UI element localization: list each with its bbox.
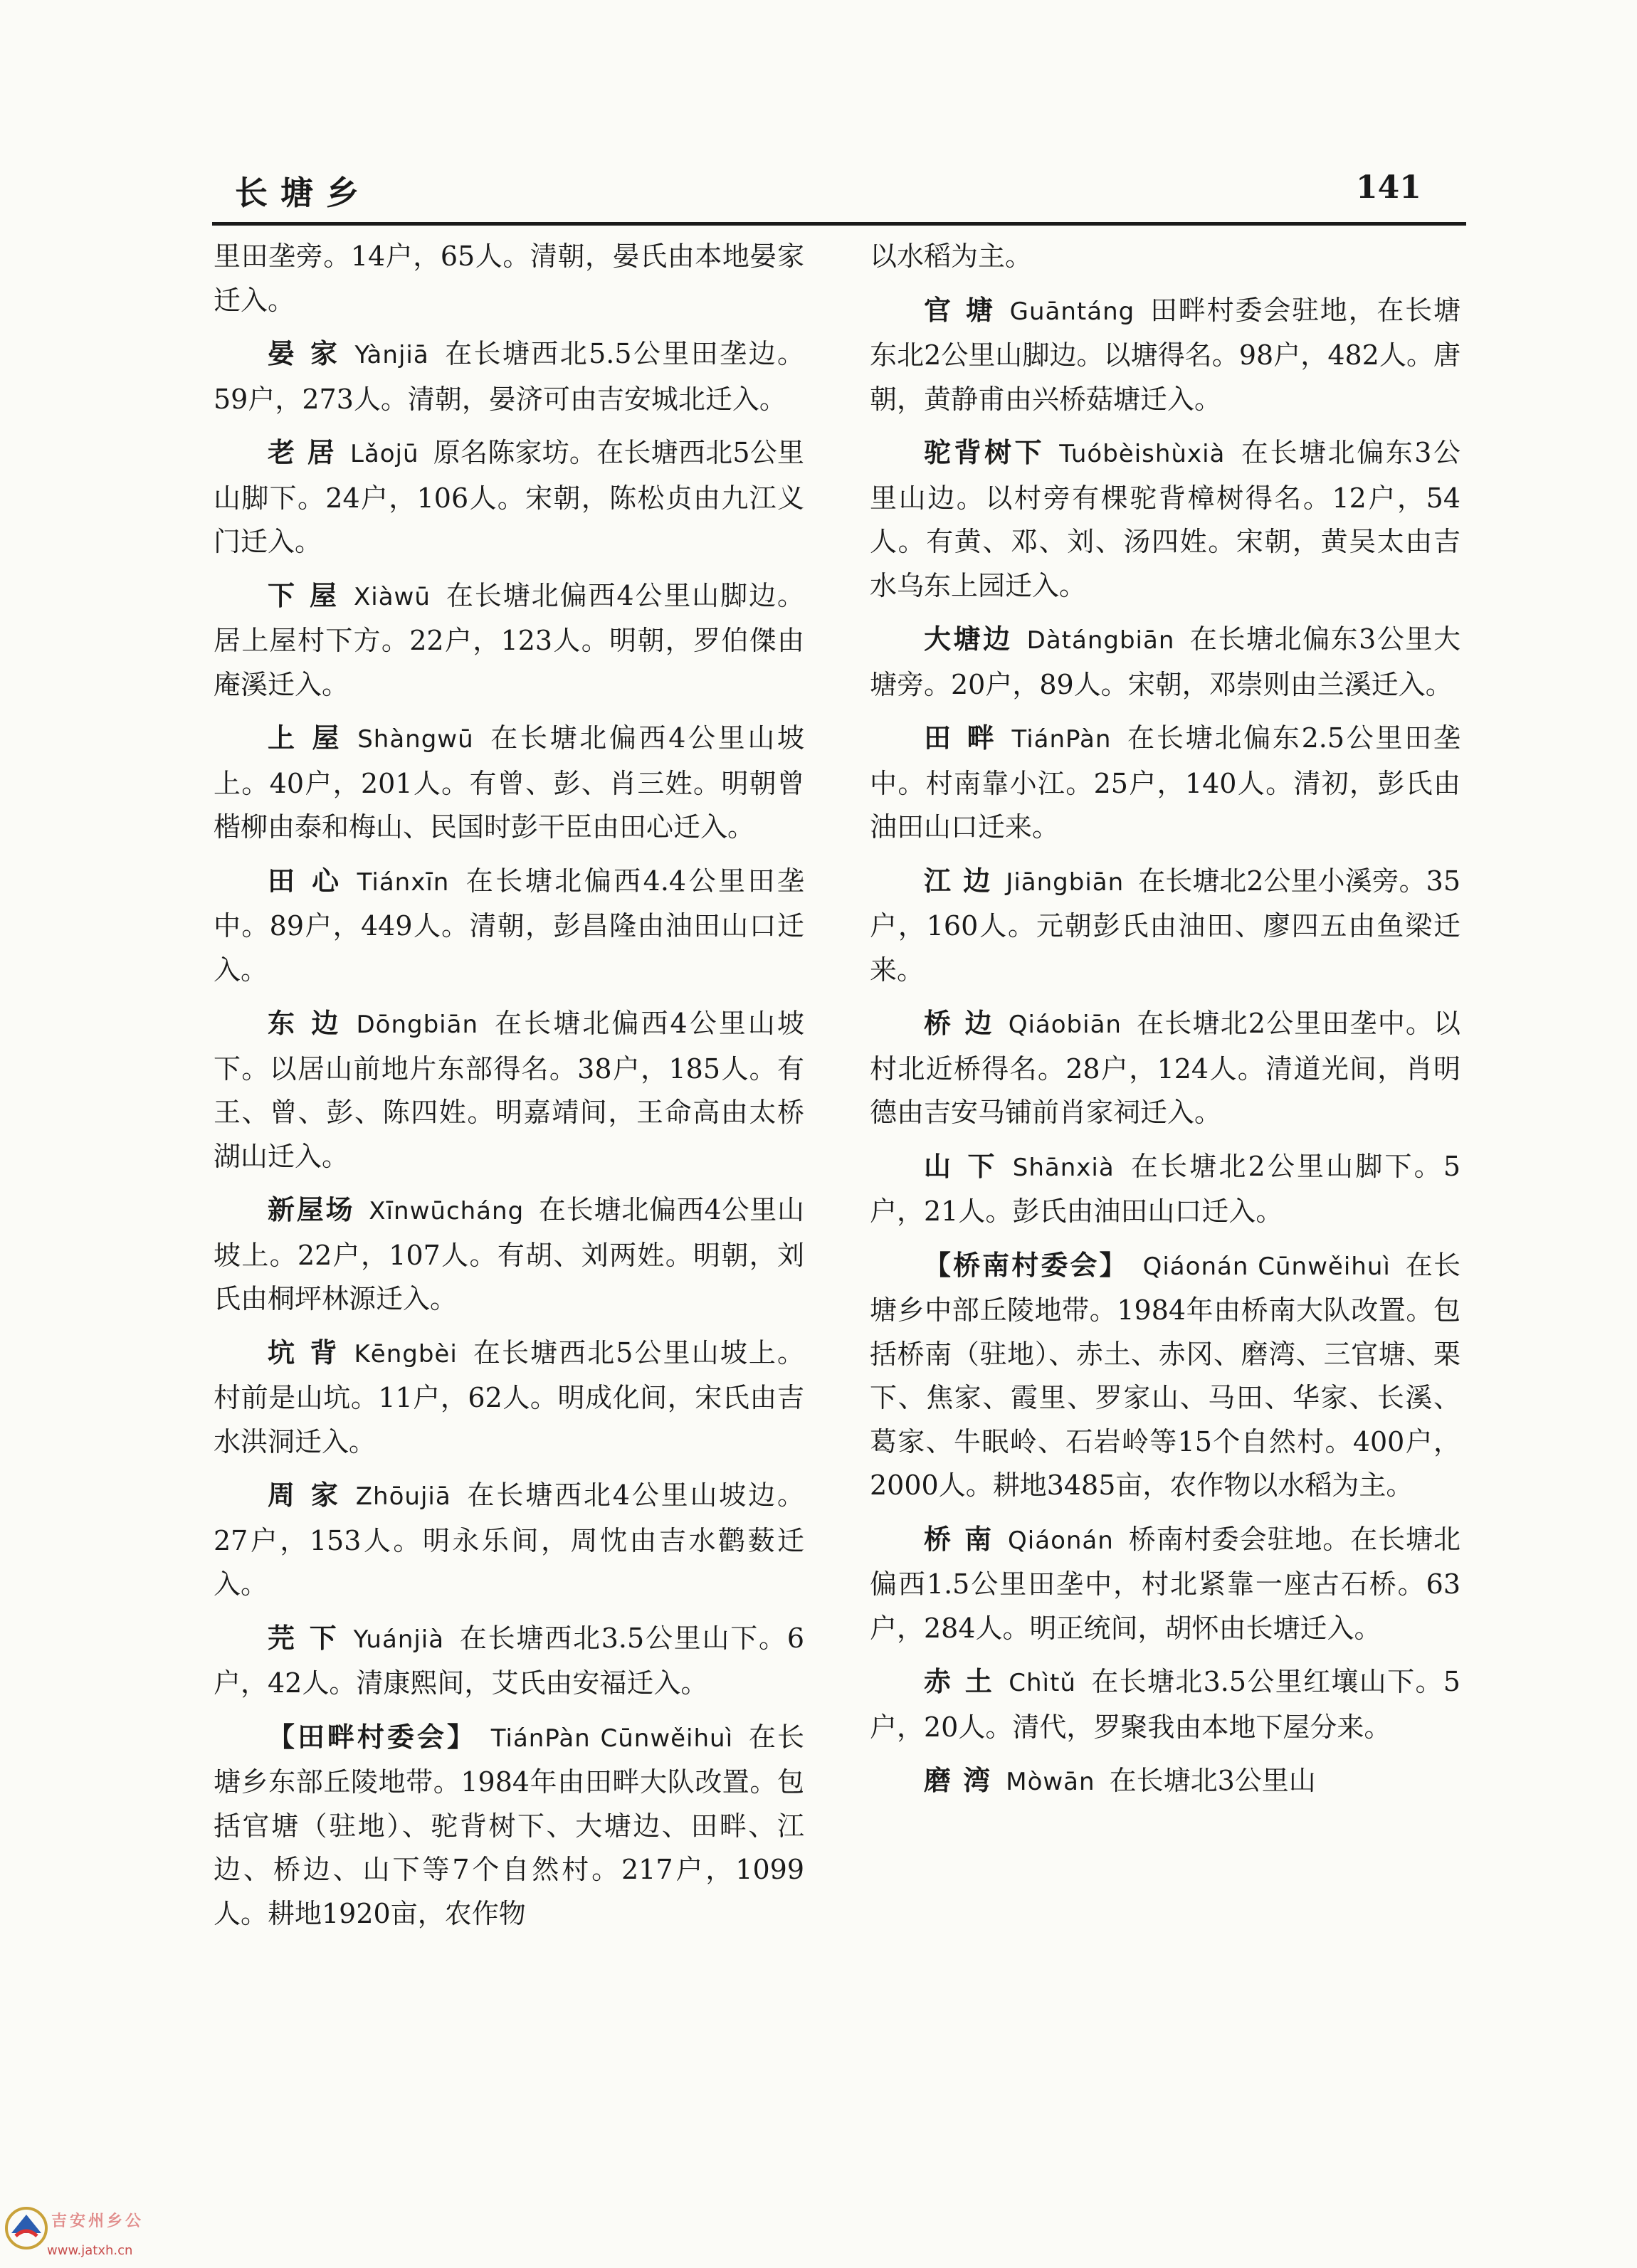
entry-text: 在长塘北2公里山脚下。5户，21人。彭氏由油田山口迁入。 xyxy=(870,1150,1460,1227)
gazetteer-entry xyxy=(870,716,1460,850)
entry-text: 在长塘北3公里山 xyxy=(1109,1765,1316,1796)
page-number: 141 xyxy=(1356,169,1421,206)
gazetteer-entry xyxy=(214,332,804,421)
entry-name: 新屋场 xyxy=(268,1193,355,1225)
entry-pinyin: TiánPàn xyxy=(1011,725,1112,754)
entry-text: 田畔村委会驻地，在长塘东北2公里山脚边。以塘得名。98户，482人。唐朝，黄静甫由兴桥菇塘迁入。 xyxy=(870,294,1460,415)
entry-text: 在长塘北偏西4公里山坡下。以居山前地片东部得名。38户，185人。有王、曾、彭、陈四姓。明嘉靖间，王命高由太桥湖山迁入。 xyxy=(214,1008,805,1172)
gazetteer-entry xyxy=(870,859,1460,993)
entry-name: 磨 湾 xyxy=(924,1764,992,1796)
entry-text: 原名陈家坊。在长塘西北5公里山脚下。24户，106人。宋朝，陈松贞由九江义门迁入。 xyxy=(214,437,804,557)
entry-name: 赤 土 xyxy=(924,1665,995,1697)
entry-name: 东 边 xyxy=(268,1007,342,1039)
gazetteer-entry xyxy=(214,1473,804,1607)
header-rule xyxy=(212,222,1466,226)
entry-pinyin: Xiàwū xyxy=(353,582,431,611)
entry-pinyin: Yuánjià xyxy=(353,1625,445,1654)
entry-text: 在长塘北2公里小溪旁。35户，160人。元朝彭氏由油田、廖四五由鱼梁迁来。 xyxy=(870,865,1460,986)
entry-name: 田 心 xyxy=(268,864,343,897)
entry-pinyin: TiánPàn Cūnwěihuì xyxy=(490,1724,734,1753)
gazetteer-entry xyxy=(870,288,1460,422)
entry-pinyin: Guāntáng xyxy=(1009,297,1135,326)
continued-paragraph: 里田垄旁。14户，65人。清朝，晏氏由本地晏家迁入。 xyxy=(214,241,804,316)
entry-text: 在长塘西北3.5公里山下。6户，42人。清康熙间，艾氏由安福迁入。 xyxy=(214,1622,804,1699)
entry-pinyin: Shàngwū xyxy=(357,725,474,754)
entry-pinyin: Qiáobiān xyxy=(1008,1011,1122,1039)
gazetteer-entry xyxy=(870,1758,1460,1805)
left-entry-list xyxy=(214,332,804,1936)
entry-pinyin: Chìtǔ xyxy=(1009,1669,1076,1697)
entry-pinyin: Dōngbiān xyxy=(356,1011,478,1039)
site-watermark xyxy=(3,2205,238,2262)
gazetteer-entry xyxy=(214,1331,804,1465)
gazetteer-entry xyxy=(214,431,804,564)
gazetteer-entry xyxy=(870,1001,1460,1135)
entry-text: 在长塘西北4公里山坡边。27户，153人。明永乐间，周忱由吉水鹳薮迁入。 xyxy=(214,1480,804,1600)
entry-pinyin: Lǎojū xyxy=(349,440,419,468)
gazetteer-entry xyxy=(214,716,804,850)
gazetteer-entry xyxy=(870,431,1460,608)
entry-name: 下 屋 xyxy=(268,579,339,611)
entry-name: 老 居 xyxy=(268,436,336,468)
entry-pinyin: Qiáonán xyxy=(1008,1526,1114,1555)
gazetteer-entry xyxy=(870,1660,1460,1749)
entry-name: 上 屋 xyxy=(268,722,344,754)
gazetteer-entry xyxy=(214,574,804,707)
entry-pinyin: Qiáonán Cūnwěihuì xyxy=(1142,1252,1391,1281)
entry-text: 在长塘北偏西4公里山脚边。居上屋村下方。22户，123人。明朝，罗伯傑由庵溪迁入。 xyxy=(214,579,804,700)
gazetteer-entry xyxy=(214,859,804,993)
entry-pinyin: Xīnwūcháng xyxy=(369,1197,525,1225)
entry-text: 在长塘西北5.5公里田垄边。59户，273人。清朝，晏济可由吉安城北迁入。 xyxy=(214,338,805,415)
entry-text: 在长塘北偏西4公里山坡上。22户，107人。有胡、刘两姓。明朝，刘氏由桐坪林源迁入。 xyxy=(214,1194,804,1314)
entry-text: 桥南村委会驻地。在长塘北偏西1.5公里田垄中，村北紧靠一座古石桥。63户，284人。明正统间，胡怀由长塘迁入。 xyxy=(870,1523,1460,1644)
right-entry-list xyxy=(870,288,1460,1805)
entry-pinyin: Shānxià xyxy=(1012,1153,1115,1182)
entry-name: 晏 家 xyxy=(268,337,341,369)
continued-paragraph: 以水稻为主。 xyxy=(870,241,1033,272)
gazetteer-entry xyxy=(214,1188,804,1322)
entry-pinyin: Tuóbèishùxià xyxy=(1059,440,1226,468)
entry-name: 芫 下 xyxy=(268,1621,339,1654)
entry-name: 周 家 xyxy=(268,1479,342,1511)
gazetteer-entry xyxy=(870,1517,1460,1651)
running-header-title: 长塘乡 xyxy=(235,174,372,212)
entry-text: 在长塘北偏西4.4公里田垄中。89户，449人。清朝，彭昌隆由油田山口迁入。 xyxy=(214,865,804,986)
entry-pinyin: Jiāngbiān xyxy=(1006,867,1125,897)
entry-name: 官 塘 xyxy=(924,293,996,326)
entry-pinyin: Yànjiā xyxy=(354,341,429,369)
entry-text: 在长塘北偏东3公里山边。以村旁有棵驼背樟树得名。12户，54人。有黄、邓、刘、汤四姓。宋朝，黄吴太由吉水乌东上园迁入。 xyxy=(870,437,1460,601)
entry-text: 在长塘北偏西4公里山坡上。40户，201人。有曾、彭、肖三姓。明朝曾楷柳由泰和梅山、民国时彭干臣由田心迁入。 xyxy=(214,722,804,843)
left-column xyxy=(214,235,804,1936)
gazetteer-entry xyxy=(870,1243,1460,1508)
gazetteer-entry xyxy=(214,1616,804,1706)
entry-pinyin: Zhōujiā xyxy=(355,1482,451,1511)
gazetteer-entry xyxy=(870,617,1460,707)
entry-text: 在长塘北偏东2.5公里田垄中。村南靠小江。25户，140人。清初，彭氏由油田山口迁来。 xyxy=(870,722,1461,843)
entry-name: 田 畔 xyxy=(924,722,998,754)
entry-name: 大塘边 xyxy=(924,623,1013,655)
entry-name: 坑 背 xyxy=(268,1336,340,1368)
entry-name: 江 边 xyxy=(924,864,992,897)
entry-text: 在长塘乡中部丘陵地带。1984年由桥南大队改置。包括桥南（驻地）、赤土、赤冈、磨湾、三官塘、栗下、焦家、霞里、罗家山、马田、华家、长溪、葛家、牛眠岭、石岩岭等15个自然村。400户，2000人。耕地3485亩，农作物以水稻为主。 xyxy=(870,1249,1460,1501)
entry-name: 山 下 xyxy=(924,1149,999,1182)
entry-text: 在长塘乡东部丘陵地带。1984年由田畔大队改置。包括官塘（驻地）、驼背树下、大塘边、田畔、江边、桥边、山下等7个自然村。217户，1099人。耕地1920亩，农作物 xyxy=(214,1721,804,1929)
entry-text: 在长塘西北5公里山坡上。村前是山坑。11户，62人。明成化间，宋氏由吉水洪洞迁入。 xyxy=(214,1336,804,1457)
gazetteer-entry xyxy=(214,1001,804,1178)
watermark-url: www.jatxh.cn xyxy=(47,2243,133,2258)
entry-name: 【田畔村委会】 xyxy=(268,1720,477,1753)
entry-text: 在长塘北2公里田垄中。以村北近桥得名。28户，124人。清道光间，肖明德由吉安马铺前肖家祠迁入。 xyxy=(870,1008,1460,1128)
entry-text: 在长塘北3.5公里红壤山下。5户，20人。清代，罗聚我由本地下屋分来。 xyxy=(870,1666,1460,1743)
entry-pinyin: Mòwān xyxy=(1006,1768,1095,1796)
entry-text: 在长塘北偏东3公里大塘旁。20户，89人。宋朝，邓崇则由兰溪迁入。 xyxy=(870,623,1460,700)
watermark-logo-icon xyxy=(3,2205,50,2252)
gazetteer-entry xyxy=(214,1715,804,1936)
entry-pinyin: Dàtángbiān xyxy=(1026,626,1175,655)
entry-name: 驼背树下 xyxy=(924,436,1046,468)
entry-name: 桥 边 xyxy=(924,1007,994,1039)
entry-name: 【桥南村委会】 xyxy=(924,1248,1129,1281)
gazetteer-entry xyxy=(870,1144,1460,1234)
entry-pinyin: Tiánxīn xyxy=(357,867,450,897)
watermark-name: 吉安州乡公 xyxy=(51,2212,144,2230)
right-column xyxy=(870,235,1460,1805)
entry-name: 桥 南 xyxy=(924,1522,994,1555)
entry-pinyin: Kēngbèi xyxy=(354,1339,458,1368)
